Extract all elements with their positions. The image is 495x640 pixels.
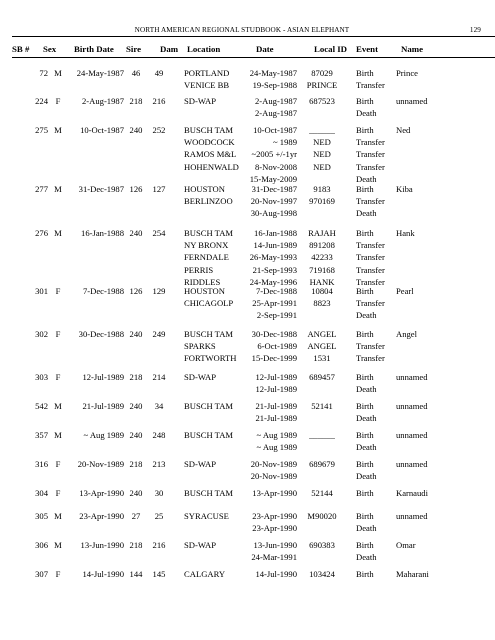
local-id-cell: ANGEL bbox=[307, 329, 337, 339]
event-date-cell: 12-Jul-1989 bbox=[255, 384, 297, 395]
event-date-cell: 6-Oct-1989 bbox=[257, 341, 297, 352]
local-id-cell: ANGEL bbox=[307, 341, 337, 352]
local-id-cell: NED bbox=[313, 137, 331, 148]
event-type-cell: Birth bbox=[356, 228, 374, 238]
event-date-cell: 2-Aug-1987 bbox=[254, 96, 297, 106]
event-date-cell: 24-May-1996 bbox=[249, 276, 297, 287]
event-line bbox=[0, 184, 495, 196]
animal-name-cell: Ned bbox=[396, 125, 411, 135]
event-type-cell: Transfer bbox=[356, 137, 385, 148]
event-line bbox=[0, 286, 495, 298]
animal-name-cell: Kiba bbox=[396, 184, 413, 194]
event-line bbox=[0, 413, 495, 425]
column-header-date: Date bbox=[256, 44, 274, 54]
event-date-cell: 16-Jan-1988 bbox=[254, 228, 297, 238]
event-type-cell: Birth bbox=[356, 430, 374, 440]
event-date-cell: 26-May-1993 bbox=[249, 252, 297, 263]
event-line bbox=[0, 137, 495, 149]
event-date-cell: 14-Jun-1989 bbox=[253, 240, 297, 251]
event-date-cell: 23-Apr-1990 bbox=[252, 523, 297, 534]
event-line bbox=[0, 252, 495, 264]
birth-date-cell: ~ Aug 1989 bbox=[83, 430, 124, 440]
event-type-cell: Transfer bbox=[356, 276, 385, 287]
event-date-cell: 19-Sep-1988 bbox=[252, 80, 297, 91]
event-line bbox=[0, 265, 495, 277]
sex-cell: M bbox=[54, 125, 62, 135]
birth-date-cell: 21-Jul-1989 bbox=[82, 401, 124, 411]
studbook-number: 305 bbox=[35, 511, 48, 521]
studbook-number: 542 bbox=[35, 401, 48, 411]
dam-cell: 49 bbox=[154, 68, 164, 78]
studbook-number: 302 bbox=[35, 329, 48, 339]
event-type-cell: Birth bbox=[356, 96, 374, 106]
sire-cell: 126 bbox=[129, 184, 143, 194]
animal-name-cell: Maharani bbox=[396, 569, 429, 579]
sex-cell: M bbox=[54, 540, 62, 550]
studbook-number: 303 bbox=[35, 372, 48, 382]
dam-cell: 25 bbox=[154, 511, 164, 521]
local-id-cell: ______ bbox=[309, 430, 335, 440]
sex-cell: M bbox=[54, 68, 62, 78]
animal-name-cell: Omar bbox=[396, 540, 416, 550]
column-header-sire: Sire bbox=[126, 44, 141, 54]
location-cell: RAMOS M&L bbox=[184, 149, 237, 160]
location-cell: HOUSTON bbox=[184, 286, 225, 296]
event-type-cell: Death bbox=[356, 310, 377, 321]
event-type-cell: Birth bbox=[356, 372, 374, 382]
event-type-cell: Transfer bbox=[356, 341, 385, 352]
local-id-cell: 9183 bbox=[313, 184, 331, 194]
event-date-cell: 20-Nov-1989 bbox=[250, 471, 297, 482]
animal-name-cell: unnamed bbox=[396, 96, 428, 106]
event-date-cell: 21-Jul-1989 bbox=[255, 413, 297, 424]
birth-date-cell: 13-Jun-1990 bbox=[80, 540, 124, 550]
animal-name-cell: unnamed bbox=[396, 372, 428, 382]
dam-cell: 216 bbox=[152, 96, 166, 106]
animal-name-cell: Angel bbox=[396, 329, 418, 339]
event-line bbox=[0, 511, 495, 523]
column-header-name: Name bbox=[401, 44, 423, 54]
location-cell: HOUSTON bbox=[184, 184, 225, 194]
studbook-number: 304 bbox=[35, 488, 48, 498]
event-line bbox=[0, 442, 495, 454]
location-cell: BUSCH TAM bbox=[184, 228, 234, 238]
event-line bbox=[0, 208, 495, 220]
event-line bbox=[0, 298, 495, 310]
event-line bbox=[0, 341, 495, 353]
event-line bbox=[0, 80, 495, 92]
event-type-cell: Birth bbox=[356, 511, 374, 521]
location-cell: BUSCH TAM bbox=[184, 329, 234, 339]
birth-date-cell: 13-Apr-1990 bbox=[79, 488, 124, 498]
sire-cell: 218 bbox=[129, 372, 143, 382]
location-cell: CHICAGOLP bbox=[184, 298, 234, 309]
event-line bbox=[0, 125, 495, 137]
local-id-cell: 52144 bbox=[311, 488, 333, 498]
sire-cell: 218 bbox=[129, 96, 143, 106]
event-type-cell: Death bbox=[356, 552, 377, 563]
event-date-cell: 15-Dec-1999 bbox=[251, 353, 297, 364]
dam-cell: 127 bbox=[152, 184, 166, 194]
location-cell: BUSCH TAM bbox=[184, 430, 234, 440]
location-cell: FORTWORTH bbox=[184, 353, 237, 364]
location-cell: VENICE BB bbox=[184, 80, 230, 91]
event-date-cell: 21-Jul-1989 bbox=[255, 401, 297, 411]
event-line bbox=[0, 310, 495, 322]
event-type-cell: Death bbox=[356, 173, 377, 184]
sex-cell: M bbox=[54, 511, 62, 521]
location-cell: SD-WAP bbox=[184, 540, 216, 550]
sire-cell: 240 bbox=[129, 401, 143, 411]
sex-cell: M bbox=[54, 401, 62, 411]
birth-date-cell: 10-Oct-1987 bbox=[80, 125, 124, 135]
event-line bbox=[0, 384, 495, 396]
event-line bbox=[0, 552, 495, 564]
location-cell: SD-WAP bbox=[184, 459, 216, 469]
event-type-cell: Birth bbox=[356, 329, 374, 339]
event-line bbox=[0, 353, 495, 365]
location-cell: BUSCH TAM bbox=[184, 488, 234, 498]
event-date-cell: 30-Dec-1988 bbox=[251, 329, 297, 339]
animal-name-cell: Hank bbox=[396, 228, 415, 238]
dam-cell: 254 bbox=[152, 228, 166, 238]
event-date-cell: 12-Jul-1989 bbox=[255, 372, 297, 382]
sire-cell: 240 bbox=[129, 488, 143, 498]
event-line bbox=[0, 96, 495, 108]
dam-cell: 34 bbox=[154, 401, 164, 411]
event-date-cell: 13-Jun-1990 bbox=[253, 540, 297, 550]
column-header-event: Event bbox=[356, 44, 378, 54]
local-id-cell: M90020 bbox=[307, 511, 337, 521]
location-cell: HOHENWALD bbox=[184, 161, 239, 172]
location-cell: BERLINZOO bbox=[184, 196, 233, 207]
location-cell: RIDDLES bbox=[184, 276, 221, 287]
birth-date-cell: 24-May-1987 bbox=[76, 68, 124, 78]
dam-cell: 216 bbox=[152, 540, 166, 550]
event-type-cell: Transfer bbox=[356, 240, 385, 251]
birth-date-cell: 14-Jul-1990 bbox=[82, 569, 124, 579]
event-type-cell: Transfer bbox=[356, 264, 385, 275]
event-type-cell: Transfer bbox=[356, 353, 385, 364]
animal-name-cell: unnamed bbox=[396, 401, 428, 411]
local-id-cell: 970169 bbox=[309, 196, 335, 207]
location-cell: PORTLAND bbox=[184, 68, 230, 78]
local-id-cell: 689457 bbox=[309, 372, 335, 382]
local-id-cell: HANK bbox=[309, 276, 335, 287]
event-date-cell: ~ Aug 1989 bbox=[256, 442, 297, 453]
event-line bbox=[0, 430, 495, 442]
sire-cell: 144 bbox=[129, 569, 143, 579]
column-header-location: Location bbox=[187, 44, 221, 54]
sire-cell: 46 bbox=[131, 68, 141, 78]
event-date-cell: 25-Apr-1991 bbox=[252, 298, 297, 309]
location-cell: SYRACUSE bbox=[184, 511, 229, 521]
dam-cell: 145 bbox=[152, 569, 166, 579]
sex-cell: F bbox=[55, 372, 61, 382]
local-id-cell: 719168 bbox=[309, 264, 335, 275]
column-header-local-id: Local ID bbox=[314, 44, 347, 54]
dam-cell: 252 bbox=[152, 125, 166, 135]
event-date-cell: 2-Aug-1987 bbox=[254, 108, 297, 119]
event-type-cell: Birth bbox=[356, 125, 374, 135]
column-header-dam: Dam bbox=[160, 44, 179, 54]
event-line bbox=[0, 228, 495, 240]
sex-cell: F bbox=[55, 96, 61, 106]
event-date-cell: 13-Apr-1990 bbox=[252, 488, 297, 498]
location-cell: BUSCH TAM bbox=[184, 125, 234, 135]
event-type-cell: Death bbox=[356, 384, 377, 395]
event-type-cell: Death bbox=[356, 413, 377, 424]
location-cell: SD-WAP bbox=[184, 372, 216, 382]
animal-name-cell: unnamed bbox=[396, 511, 428, 521]
birth-date-cell: 16-Jan-1988 bbox=[81, 228, 124, 238]
event-line bbox=[0, 523, 495, 535]
sex-cell: F bbox=[55, 488, 61, 498]
local-id-cell: NED bbox=[313, 161, 331, 172]
event-line bbox=[0, 459, 495, 471]
local-id-cell: 689679 bbox=[309, 459, 335, 469]
local-id-cell: 87029 bbox=[311, 68, 333, 78]
studbook-number: 306 bbox=[35, 540, 48, 550]
location-cell: NY BRONX bbox=[184, 240, 229, 251]
event-type-cell: Birth bbox=[356, 68, 374, 78]
event-date-cell: ~ Aug 1989 bbox=[256, 430, 297, 440]
event-line bbox=[0, 68, 495, 80]
sire-cell: 27 bbox=[131, 511, 141, 521]
dam-cell: 30 bbox=[154, 488, 164, 498]
event-date-cell: 23-Apr-1990 bbox=[252, 511, 297, 521]
event-date-cell: 20-Nov-1989 bbox=[250, 459, 297, 469]
event-date-cell: 8-Nov-2008 bbox=[254, 161, 297, 172]
event-line bbox=[0, 108, 495, 120]
event-type-cell: Birth bbox=[356, 401, 374, 411]
event-date-cell: 30-Aug-1998 bbox=[250, 208, 297, 219]
event-type-cell: Death bbox=[356, 208, 377, 219]
local-id-cell: NED bbox=[313, 149, 331, 160]
event-line bbox=[0, 488, 495, 500]
birth-date-cell: 30-Dec-1988 bbox=[78, 329, 124, 339]
event-type-cell: Death bbox=[356, 442, 377, 453]
studbook-number: 224 bbox=[35, 96, 48, 106]
event-type-cell: Transfer bbox=[356, 161, 385, 172]
dam-cell: 129 bbox=[152, 286, 166, 296]
column-header-sb: SB # bbox=[12, 44, 30, 54]
local-id-cell: 103424 bbox=[309, 569, 335, 579]
birth-date-cell: 7-Dec-1988 bbox=[82, 286, 124, 296]
event-date-cell: 10-Oct-1987 bbox=[253, 125, 297, 135]
event-line bbox=[0, 162, 495, 174]
birth-date-cell: 20-Nov-1989 bbox=[77, 459, 124, 469]
sire-cell: 126 bbox=[129, 286, 143, 296]
local-id-cell: ______ bbox=[309, 125, 335, 135]
event-type-cell: Transfer bbox=[356, 196, 385, 207]
studbook-number: 316 bbox=[35, 459, 48, 469]
location-cell: BUSCH TAM bbox=[184, 401, 234, 411]
event-type-cell: Birth bbox=[356, 488, 374, 498]
animal-name-cell: Karnaudi bbox=[396, 488, 428, 498]
location-cell: SPARKS bbox=[184, 341, 216, 352]
event-date-cell: 20-Nov-1997 bbox=[250, 196, 297, 207]
studbook-number: 307 bbox=[35, 569, 48, 579]
studbook-number: 357 bbox=[35, 430, 48, 440]
sire-cell: 218 bbox=[129, 540, 143, 550]
local-id-cell: RAJAH bbox=[308, 228, 336, 238]
birth-date-cell: 2-Aug-1987 bbox=[81, 96, 124, 106]
local-id-cell: 10804 bbox=[311, 286, 333, 296]
local-id-cell: 690383 bbox=[309, 540, 335, 550]
event-line bbox=[0, 149, 495, 161]
event-date-cell: 21-Sep-1993 bbox=[252, 264, 297, 275]
studbook-number: 275 bbox=[35, 125, 48, 135]
event-type-cell: Birth bbox=[356, 184, 374, 194]
event-line bbox=[0, 471, 495, 483]
sire-cell: 240 bbox=[129, 228, 143, 238]
animal-name-cell: Pearl bbox=[396, 286, 414, 296]
event-type-cell: Transfer bbox=[356, 80, 385, 91]
event-date-cell: 24-Mar-1991 bbox=[251, 552, 297, 563]
event-line bbox=[0, 540, 495, 552]
animal-name-cell: unnamed bbox=[396, 430, 428, 440]
local-id-cell: 687523 bbox=[309, 96, 335, 106]
event-type-cell: Birth bbox=[356, 459, 374, 469]
birth-date-cell: 23-Apr-1990 bbox=[79, 511, 124, 521]
event-type-cell: Death bbox=[356, 523, 377, 534]
birth-date-cell: 31-Dec-1987 bbox=[78, 184, 124, 194]
sire-cell: 240 bbox=[129, 430, 143, 440]
studbook-number: 277 bbox=[35, 184, 48, 194]
column-header-row bbox=[12, 40, 495, 58]
local-id-cell: 8823 bbox=[313, 298, 331, 309]
event-type-cell: Death bbox=[356, 108, 377, 119]
sex-cell: F bbox=[55, 286, 61, 296]
event-date-cell: 31-Dec-1987 bbox=[251, 184, 297, 194]
sex-cell: M bbox=[54, 184, 62, 194]
sex-cell: F bbox=[55, 569, 61, 579]
location-cell: PERRIS bbox=[184, 264, 214, 275]
event-type-cell: Birth bbox=[356, 569, 374, 579]
sex-cell: M bbox=[54, 228, 62, 238]
event-date-cell: 2-Sep-1991 bbox=[256, 310, 297, 321]
local-id-cell: 891208 bbox=[309, 240, 335, 251]
sire-cell: 240 bbox=[129, 329, 143, 339]
location-cell: FERNDALE bbox=[184, 252, 229, 263]
event-line bbox=[0, 196, 495, 208]
birth-date-cell: 12-Jul-1989 bbox=[82, 372, 124, 382]
sire-cell: 240 bbox=[129, 125, 143, 135]
event-type-cell: Transfer bbox=[356, 149, 385, 160]
column-header-sex: Sex bbox=[43, 44, 57, 54]
local-id-cell: PRINCE bbox=[306, 80, 338, 91]
local-id-cell: 42233 bbox=[311, 252, 333, 263]
local-id-cell: 52141 bbox=[311, 401, 333, 411]
event-date-cell: ~2005 +/-1yr bbox=[251, 149, 297, 160]
studbook-number: 72 bbox=[39, 68, 48, 78]
page-header bbox=[12, 24, 495, 37]
sex-cell: M bbox=[54, 430, 62, 440]
dam-cell: 213 bbox=[152, 459, 166, 469]
event-line bbox=[0, 329, 495, 341]
local-id-cell: 1531 bbox=[313, 353, 331, 364]
sex-cell: F bbox=[55, 329, 61, 339]
event-type-cell: Death bbox=[356, 471, 377, 482]
event-date-cell: 15-May-2009 bbox=[249, 173, 297, 184]
event-type-cell: Birth bbox=[356, 540, 374, 550]
location-cell: SD-WAP bbox=[184, 96, 216, 106]
event-line bbox=[0, 240, 495, 252]
column-header-birth-date: Birth Date bbox=[74, 44, 114, 54]
sex-cell: F bbox=[55, 459, 61, 469]
event-type-cell: Transfer bbox=[356, 252, 385, 263]
event-date-cell: 14-Jul-1990 bbox=[255, 569, 297, 579]
event-line bbox=[0, 569, 495, 581]
studbook-number: 301 bbox=[35, 286, 48, 296]
page-title: NORTH AMERICAN REGIONAL STUDBOOK - ASIAN ELEPHANT bbox=[134, 26, 350, 34]
location-cell: CALGARY bbox=[184, 569, 226, 579]
event-line bbox=[0, 372, 495, 384]
animal-name-cell: unnamed bbox=[396, 459, 428, 469]
event-date-cell: 24-May-1987 bbox=[249, 68, 297, 78]
sire-cell: 218 bbox=[129, 459, 143, 469]
event-date-cell: ~ 1989 bbox=[273, 137, 297, 148]
event-type-cell: Transfer bbox=[356, 298, 385, 309]
page-number: 129 bbox=[469, 26, 481, 34]
event-line bbox=[0, 401, 495, 413]
dam-cell: 248 bbox=[152, 430, 166, 440]
dam-cell: 249 bbox=[152, 329, 166, 339]
event-type-cell: Birth bbox=[356, 286, 374, 296]
dam-cell: 214 bbox=[152, 372, 166, 382]
event-date-cell: 7-Dec-1988 bbox=[255, 286, 297, 296]
animal-name-cell: Prince bbox=[396, 68, 418, 78]
location-cell: WOODCOCK bbox=[184, 137, 235, 148]
studbook-number: 276 bbox=[35, 228, 48, 238]
